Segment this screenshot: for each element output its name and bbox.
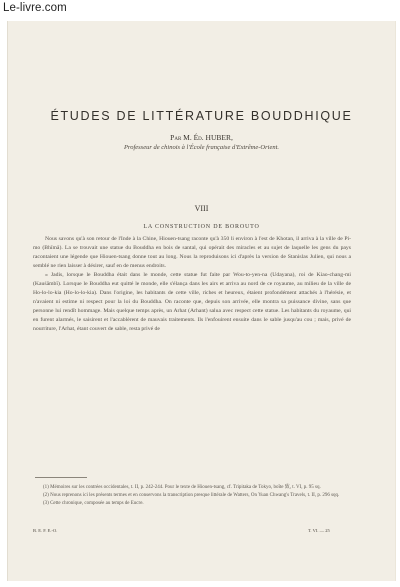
page-footer-left: B. E. F. E.-O. [33, 528, 58, 533]
section-title: LA CONSTRUCTION DE BOROUTO [143, 224, 260, 230]
site-watermark: Le-livre.com [3, 2, 67, 14]
footnotes [33, 484, 351, 508]
document-page [7, 21, 396, 581]
body-paragraph: Nous savons qu'à son retour de l'Inde à la Chine, Hiouen-tsang raconte qu'à 350 li environ à l'est de Khotan, il arriva à la ville de Pi-mo (Bhīmā). La se trouvait une statue du Bouddha en bois de santal, qui opérait des miracles et au sujet de laquelle les gens du pays racontaient une légende que Hiouen-tsang donne tout au long. Nous la reproduisons ici d'après la version de Stanislas Julien, qui nous a semblé ne rien laisser à désirer, sauf en de menus endroits. [33, 236, 351, 270]
author-byline: Par M. Éd. HUBER, [170, 133, 233, 142]
body-paragraph: « Jadis, lorsque le Bouddha était dans le monde, cette statue fut faite par Wou-to-yen-na (Udayana), roi de Kiao-chang-mi (Kauśāmbī). Lorsque le Bouddha eut quitté le monde, elle s'élança dans les airs et arriva au nord de ce royaume, au milieu de la ville de Ho-lo-lo-kia (Ho-lo-lo-kia). Dans l'origine, les habitants de cette ville, riches et heureux, étaient profondément attachés à l'hérésie, et n'avaient ni estime ni respect pour la loi du Bouddha. On raconte que, depuis son arrivée, elle montra sa puissance divine, sans que personne lui rendît hommage. Mais quelque temps après, un Arhat (Arhant) salua avec respect cette statue. Les habitants du royaume, qui en furent alarmés, le saisirent et l'accablèrent de mauvais traitements. Ils l'enfouirent ensuite dans le sable jusqu'au cou ; mais, privé de nourriture, l'Arhat, étant couvert de sable, resta privé de [33, 272, 351, 333]
footnote: (3) Cette chronique, composée au temps de Eucre. [43, 501, 144, 507]
footnote-divider [35, 477, 87, 478]
chapter-number: VIII [194, 204, 209, 213]
document-title: ÉTUDES DE LITTÉRATURE BOUDDHIQUE [50, 109, 353, 123]
author-affiliation: Professeur de chinois à l'École française d'Extrême-Orient. [123, 144, 280, 151]
footnote: (2) Nous reprenons ici les présents termes et en conservons la transcription presque littérale de Watters, On Yuan Chwang's Travels, t. II, p. 296 sqq. [43, 493, 340, 499]
body-text [33, 235, 351, 335]
footnote: (1) Mémoires sur les contrées occidentales, t. II, p. 242-244. Pour le texte de Hiouen-tsang, cf. Tripitaka de Tokyo, boîte 致, t. VI, p. 95 sq. [43, 485, 321, 490]
page-footer-right: T. VI. — 25 [308, 528, 330, 533]
